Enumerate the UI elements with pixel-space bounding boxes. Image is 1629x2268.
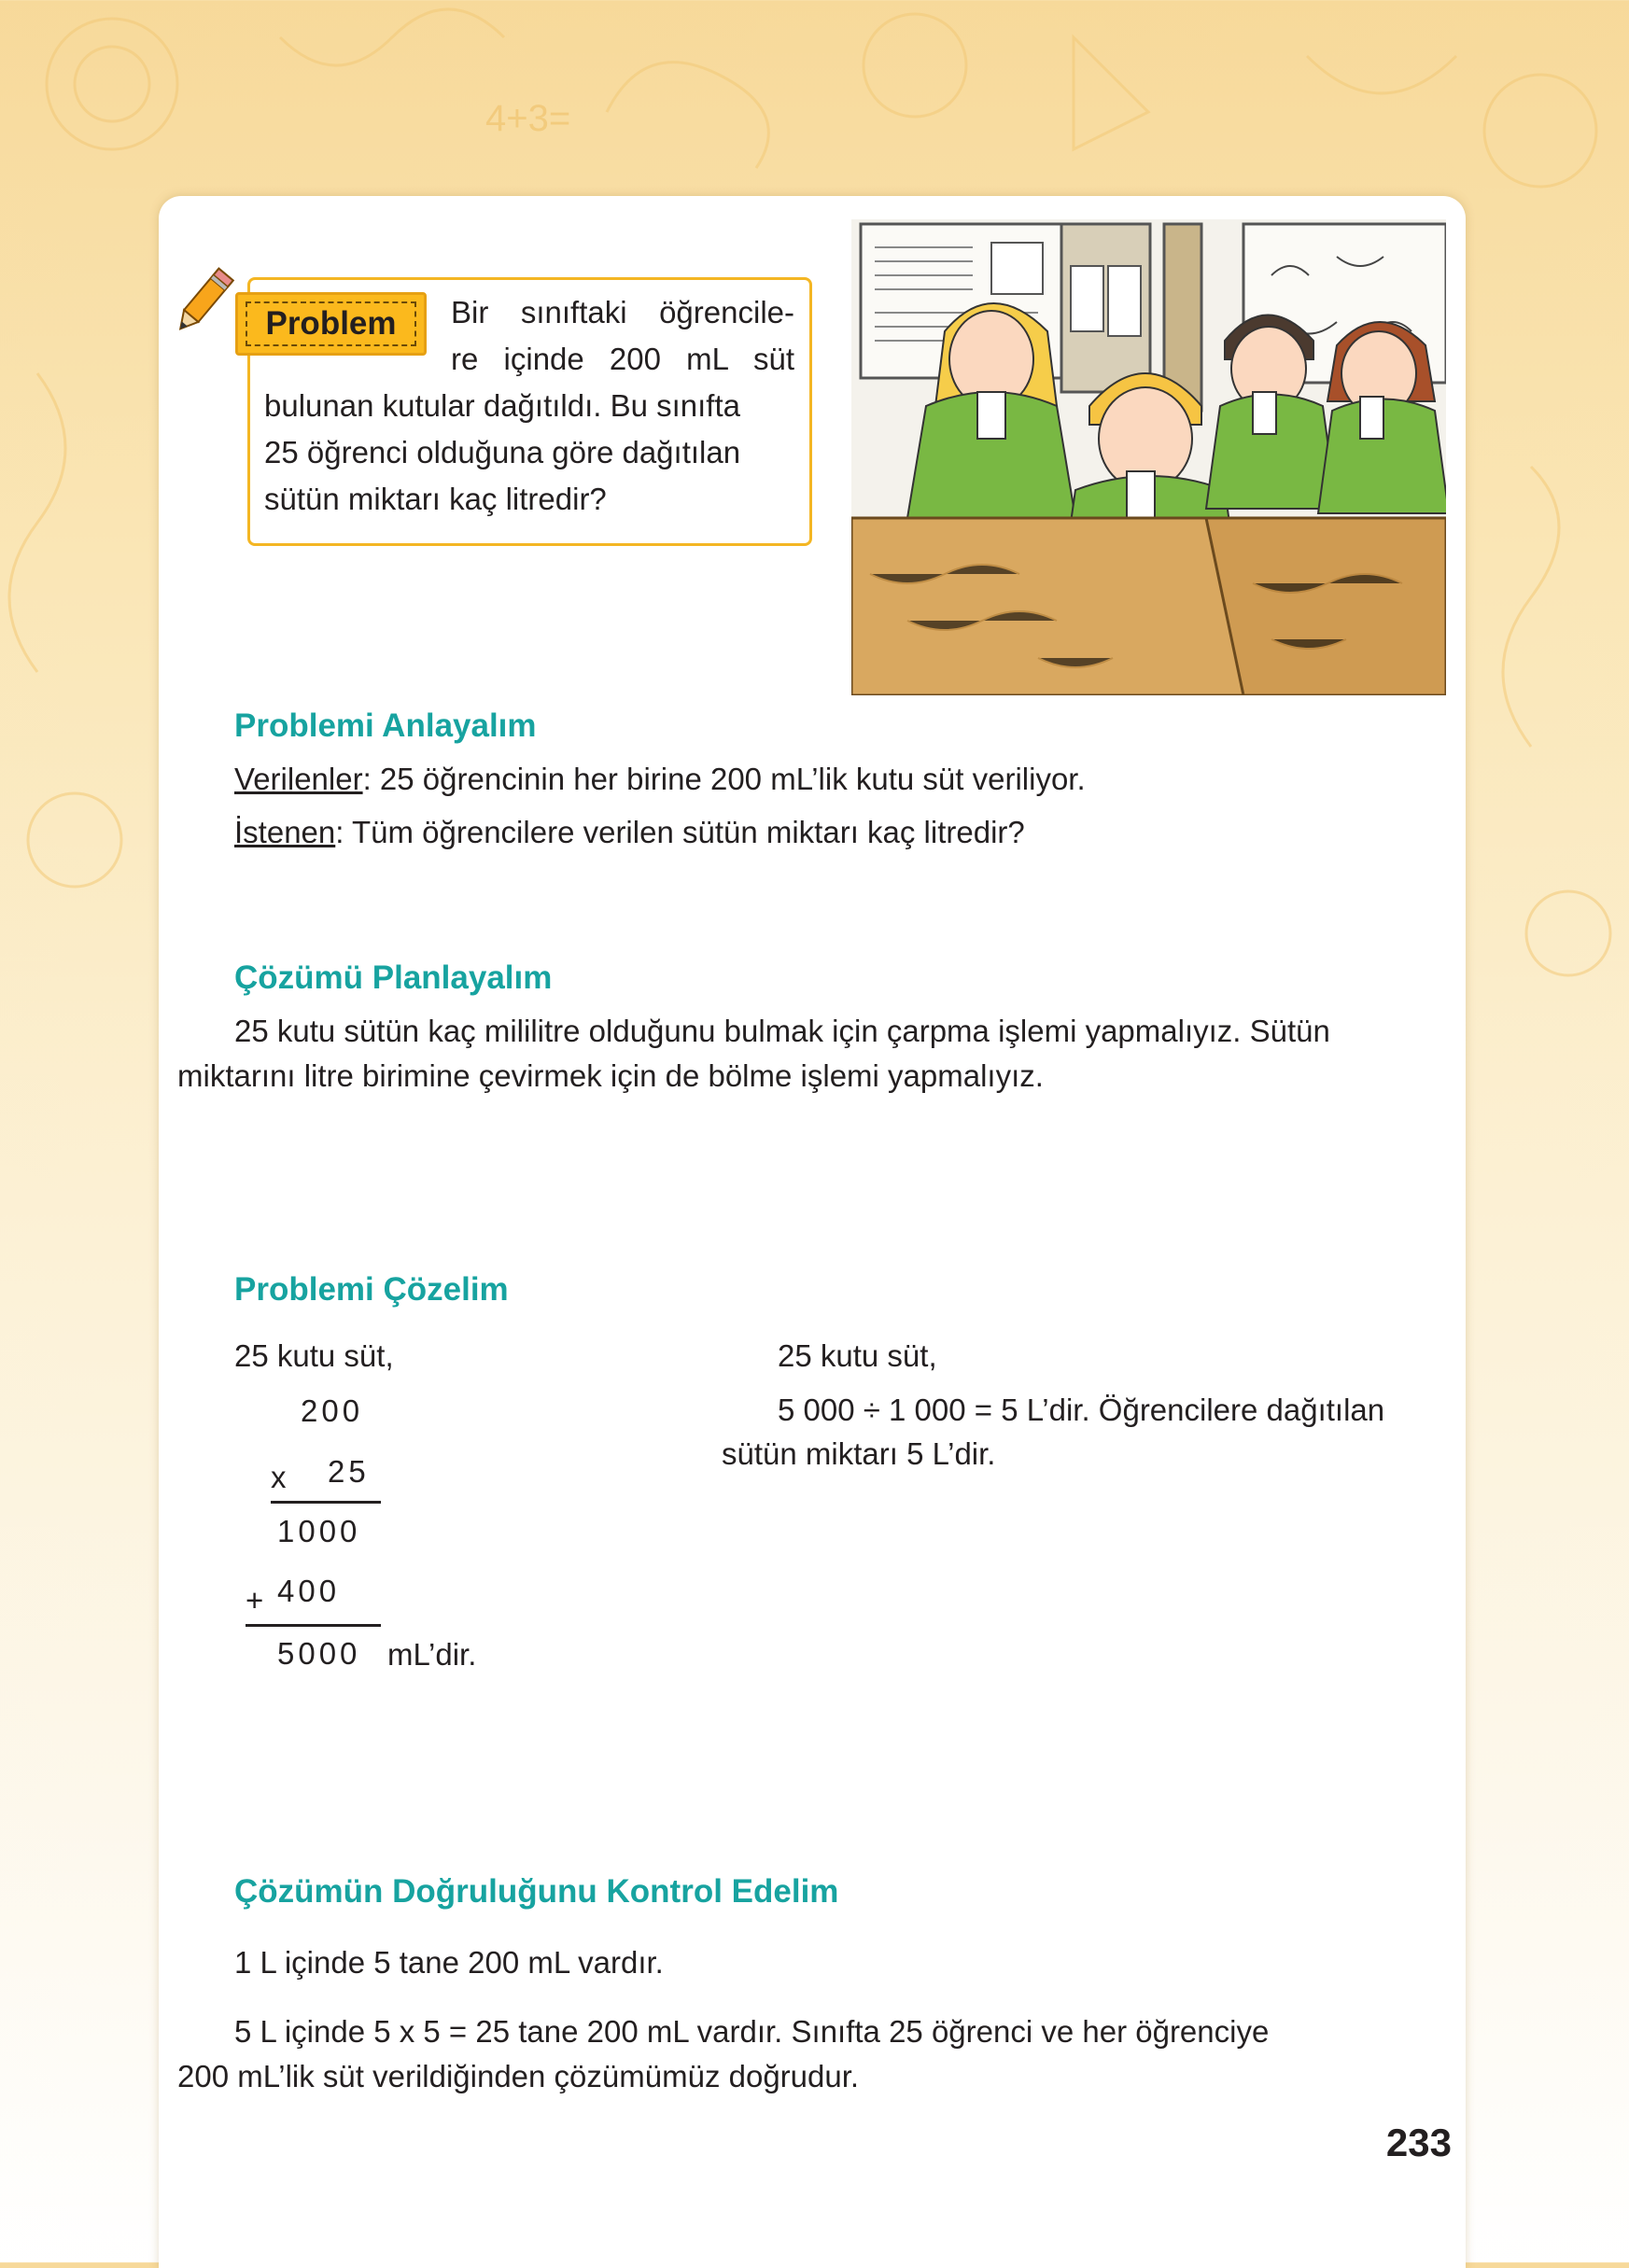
plus-sign: + — [246, 1583, 264, 1617]
check-line-2: 5 L içinde 5 x 5 = 25 tane 200 mL vardır. Sınıfta 25 öğrenci ve her öğrenciye — [234, 2014, 1270, 2049]
problem-line-2: re içinde 200 mL süt — [451, 342, 794, 376]
given-label: Verilenler — [234, 762, 363, 796]
mult-bottom: 25 — [328, 1454, 370, 1489]
asked-label: İstenen — [234, 815, 336, 849]
asked-text: : Tüm öğrencilere verilen sütün miktarı kaç litredir? — [335, 815, 1025, 849]
problem-line-3: bulunan kutular dağıtıldı. Bu sınıfta — [264, 388, 741, 423]
plan-line-1: 25 kutu sütün kaç mililitre olduğunu bulmak için çarpma işlemi yapmalıyız. Sütün — [234, 1014, 1330, 1048]
svg-text:4+3=: 4+3= — [485, 98, 571, 139]
given-text: : 25 öğrencinin her birine 200 mL’lik kutu süt veriliyor. — [362, 762, 1086, 796]
mult-top: 200 — [301, 1393, 364, 1428]
given-line — [234, 756, 1086, 803]
problem-line-1: Bir sınıftaki öğrencile- — [451, 295, 794, 329]
solve-right-line-1: 5 000 ÷ 1 000 = 5 L’dir. Öğrencilere dağıtılan — [778, 1393, 1385, 1427]
classroom-illustration — [851, 219, 1446, 695]
solve-right-title: 25 kutu süt, — [778, 1338, 937, 1373]
solve-left-title: 25 kutu süt, — [234, 1338, 394, 1373]
pencil-icon — [168, 264, 238, 341]
mult-sign: x — [271, 1460, 287, 1494]
page-number: 233 — [1385, 2121, 1452, 2164]
plan-line-2: miktarını litre birimine çevirmek için de bölme işlemi yapmalıyız. — [177, 1058, 1044, 1093]
solve-heading: Problemi Çözelim — [234, 1271, 509, 1308]
problem-tag — [235, 292, 427, 356]
problem-line-5: sütün miktarı kaç litredir? — [264, 482, 607, 516]
problem-tag-label: Problem — [246, 301, 416, 346]
result-value: 5000 — [277, 1636, 361, 1671]
understand-heading: Problemi Anlayalım — [234, 707, 537, 744]
solve-right-line-2: sütün miktarı 5 L’dir. — [722, 1436, 996, 1471]
mult-rule — [271, 1501, 381, 1504]
result-unit: mL’dir. — [387, 1637, 477, 1672]
check-line-3: 200 mL’lik süt verildiğinden çözümümüz doğrudur. — [177, 2059, 860, 2093]
partial-product-1: 1000 — [277, 1514, 361, 1548]
check-heading: Çözümün Doğruluğunu Kontrol Edelim — [234, 1873, 839, 1910]
problem-line-4: 25 öğrenci olduğuna göre dağıtılan — [264, 435, 741, 469]
check-line-1: 1 L içinde 5 tane 200 mL vardır. — [234, 1945, 664, 1980]
plan-heading: Çözümü Planlayalım — [234, 959, 553, 996]
partial-product-2: 400 — [277, 1574, 341, 1608]
asked-line — [234, 809, 1025, 856]
sum-rule — [246, 1624, 381, 1627]
